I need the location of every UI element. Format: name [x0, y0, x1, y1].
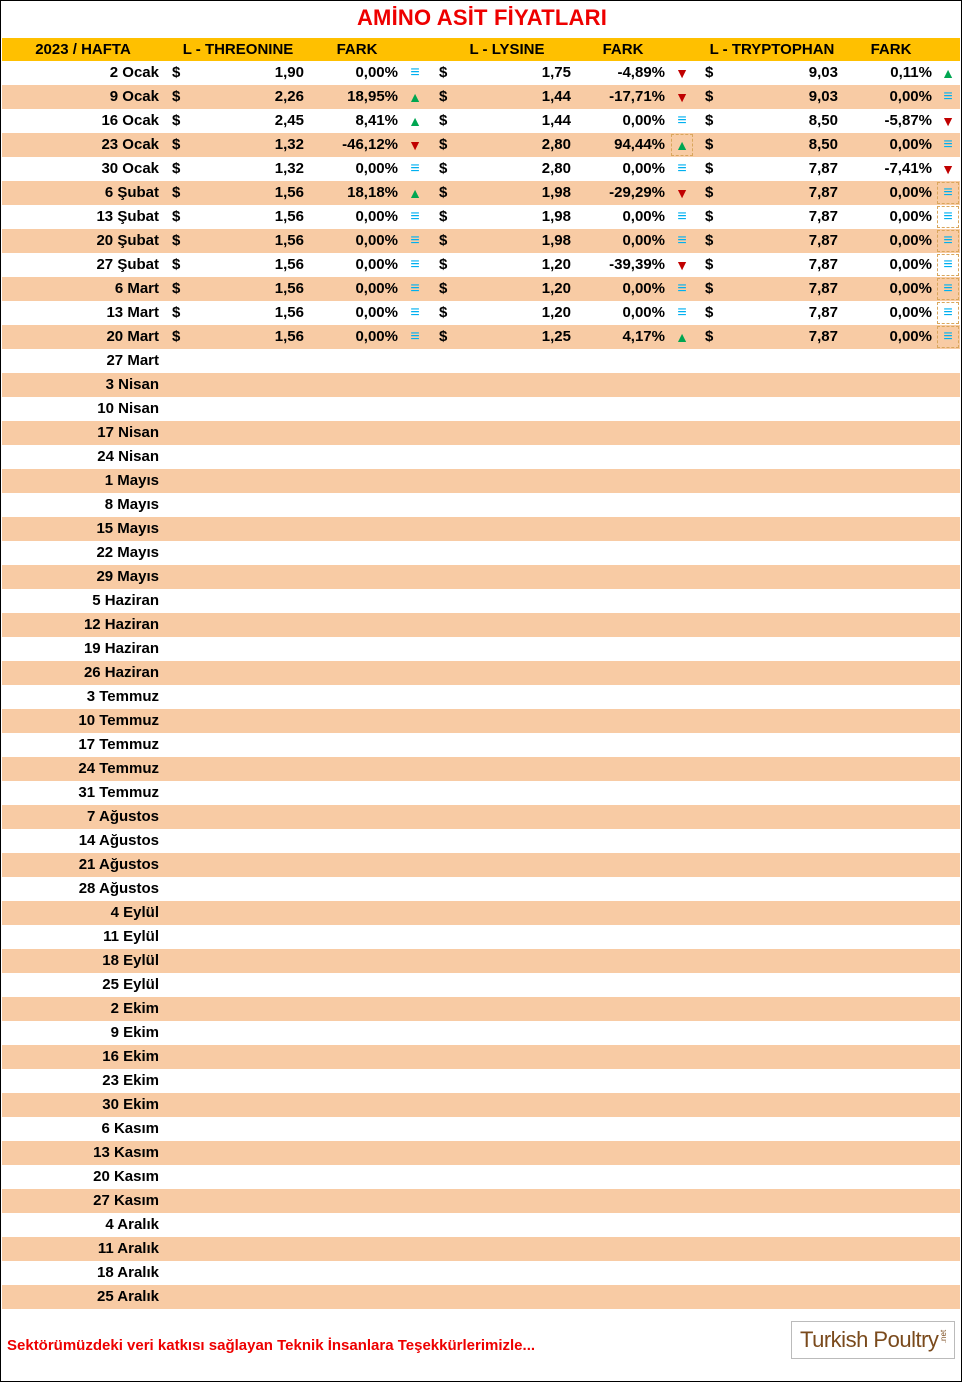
week-label: 29 Mayıs [96, 568, 159, 585]
table-row [2, 421, 960, 445]
eq-icon: ≡ [677, 160, 687, 177]
week-label: 20 Mart [106, 328, 159, 345]
table-row [2, 637, 960, 661]
eq-icon: ≡ [936, 205, 960, 229]
eq-icon: ≡ [410, 256, 420, 273]
eq-icon: ≡ [943, 136, 953, 153]
lysine-price: 1,20 [541, 256, 571, 273]
table-row [2, 925, 960, 949]
week-label: 20 Şubat [96, 232, 159, 249]
tryptophan-price: 9,03 [808, 88, 838, 105]
table-row [2, 1285, 960, 1309]
week-label: 16 Ekim [102, 1048, 159, 1065]
eq-icon: ≡ [943, 88, 953, 105]
week-label: 13 Mart [106, 304, 159, 321]
table-header-row [2, 38, 960, 61]
table-row [2, 973, 960, 997]
week-label: 1 Mayıs [104, 472, 159, 489]
table-row [2, 901, 960, 925]
threonine-change: 0,00% [355, 232, 398, 249]
week-label: 23 Ekim [102, 1072, 159, 1089]
table-row [2, 493, 960, 517]
week-label: 11 Eylül [103, 928, 159, 945]
week-label: 30 Ekim [102, 1096, 159, 1113]
table-row [2, 469, 960, 493]
week-label: 18 Aralık [97, 1264, 159, 1281]
tryptophan-price: 7,87 [808, 184, 838, 201]
lysine-price: 1,25 [541, 328, 571, 345]
table-row [2, 517, 960, 541]
header-week: 2023 / HAFTA [35, 41, 131, 58]
up-icon: ▲ [675, 329, 689, 345]
table-row [2, 85, 960, 109]
down-icon: ▼ [675, 89, 689, 105]
down-icon: ▼ [941, 161, 955, 177]
eq-icon: ≡ [410, 208, 420, 225]
week-label: 6 Kasım [101, 1120, 159, 1137]
week-label: 9 Ekim [110, 1024, 159, 1041]
table-row [2, 685, 960, 709]
currency-symbol: $ [172, 232, 181, 249]
week-label: 19 Haziran [83, 640, 159, 657]
week-label: 2 Ekim [110, 1000, 159, 1017]
threonine-price: 1,56 [274, 304, 304, 321]
week-label: 8 Mayıs [104, 496, 159, 513]
currency-symbol: $ [172, 88, 181, 105]
lysine-price: 2,80 [541, 160, 571, 177]
week-label: 12 Haziran [83, 616, 159, 633]
table-row [2, 349, 960, 373]
currency-symbol: $ [705, 160, 714, 177]
tryptophan-change: 0,00% [889, 208, 932, 225]
lysine-change: -17,71% [609, 88, 665, 105]
footer-thanks: Sektörümüzdeki veri katkısı sağlayan Teknik İnsanlara Teşekkürlerimizle... [7, 1337, 536, 1354]
tryptophan-price: 7,87 [808, 328, 838, 345]
tryptophan-change: 0,00% [889, 136, 932, 153]
week-label: 11 Aralık [97, 1240, 159, 1257]
currency-symbol: $ [705, 88, 714, 105]
currency-symbol: $ [439, 256, 448, 273]
threonine-price: 1,56 [274, 256, 304, 273]
threonine-change: 18,95% [347, 88, 398, 105]
week-label: 26 Haziran [83, 664, 159, 681]
tryptophan-price: 8,50 [808, 112, 838, 129]
week-label: 17 Nisan [97, 424, 159, 441]
lysine-price: 1,98 [541, 232, 571, 249]
table-row [2, 1069, 960, 1093]
currency-symbol: $ [439, 88, 448, 105]
logo-text: Turkish Poultry [800, 1327, 939, 1352]
tryptophan-change: 0,00% [889, 328, 932, 345]
lysine-change: 94,44% [614, 136, 665, 153]
currency-symbol: $ [439, 112, 448, 129]
currency-symbol: $ [439, 136, 448, 153]
week-label: 3 Nisan [105, 376, 159, 393]
header-fark-lysine: FARK [602, 41, 644, 58]
header-fark-threonine: FARK [336, 41, 378, 58]
threonine-change: -46,12% [342, 136, 398, 153]
lysine-change: -39,39% [609, 256, 665, 273]
week-label: 28 Ağustos [78, 880, 159, 897]
week-label: 13 Şubat [96, 208, 159, 225]
up-icon: ▲ [408, 185, 422, 201]
week-label: 10 Temmuz [78, 712, 159, 729]
tryptophan-change: 0,11% [890, 64, 932, 81]
table-row [2, 877, 960, 901]
currency-symbol: $ [705, 328, 714, 345]
down-icon: ▼ [941, 113, 955, 129]
tryptophan-price: 7,87 [808, 160, 838, 177]
tryptophan-price: 7,87 [808, 304, 838, 321]
week-label: 6 Mart [114, 280, 159, 297]
week-label: 6 Şubat [104, 184, 159, 201]
lysine-change: -4,89% [617, 64, 665, 81]
tryptophan-change: 0,00% [889, 280, 932, 297]
eq-icon: ≡ [677, 112, 687, 129]
currency-symbol: $ [172, 304, 181, 321]
threonine-price: 1,56 [274, 280, 304, 297]
lysine-price: 1,75 [541, 64, 571, 81]
header-lysine: L - LYSINE [469, 41, 545, 58]
eq-icon: ≡ [936, 277, 960, 301]
currency-symbol: $ [172, 112, 181, 129]
week-label: 16 Ocak [101, 112, 159, 129]
eq-icon: ≡ [410, 328, 420, 345]
week-label: 31 Temmuz [78, 784, 159, 801]
currency-symbol: $ [172, 256, 181, 273]
tryptophan-change: -7,41% [884, 160, 932, 177]
table-row [2, 301, 960, 325]
table-row [2, 829, 960, 853]
tryptophan-change: 0,00% [889, 232, 932, 249]
eq-icon: ≡ [677, 232, 687, 249]
currency-symbol: $ [705, 208, 714, 225]
currency-symbol: $ [439, 184, 448, 201]
table-row [2, 109, 960, 133]
tryptophan-price: 7,87 [808, 208, 838, 225]
table-row [2, 709, 960, 733]
week-label: 24 Nisan [97, 448, 159, 465]
tryptophan-change: 0,00% [889, 256, 932, 273]
currency-symbol: $ [705, 136, 714, 153]
table-row [2, 853, 960, 877]
threonine-change: 0,00% [355, 256, 398, 273]
table-row [2, 565, 960, 589]
tryptophan-price: 7,87 [808, 232, 838, 249]
eq-icon: ≡ [936, 181, 960, 205]
lysine-change: 4,17% [622, 328, 665, 345]
threonine-change: 0,00% [355, 304, 398, 321]
table-row [2, 541, 960, 565]
table-row [2, 1141, 960, 1165]
down-icon: ▼ [408, 137, 422, 153]
table-row [2, 661, 960, 685]
week-label: 25 Aralık [97, 1288, 159, 1305]
eq-icon: ≡ [410, 160, 420, 177]
threonine-price: 1,56 [274, 232, 304, 249]
eq-icon: ≡ [677, 280, 687, 297]
header-threonine: L - THREONINE [182, 41, 294, 58]
eq-icon: ≡ [677, 304, 687, 321]
tryptophan-change: 0,00% [889, 88, 932, 105]
table-row [2, 181, 960, 205]
table-row [2, 1093, 960, 1117]
currency-symbol: $ [172, 184, 181, 201]
table-row [2, 277, 960, 301]
currency-symbol: $ [172, 208, 181, 225]
eq-icon: ≡ [936, 301, 960, 325]
table-row [2, 589, 960, 613]
week-label: 23 Ocak [101, 136, 159, 153]
table-row [2, 949, 960, 973]
up-icon: ▲ [941, 65, 955, 81]
eq-icon: ≡ [410, 64, 420, 81]
table-row [2, 1117, 960, 1141]
table-row [2, 133, 960, 157]
week-label: 2 Ocak [109, 64, 159, 81]
lysine-change: 0,00% [622, 304, 665, 321]
table-row [2, 781, 960, 805]
threonine-price: 1,32 [274, 160, 304, 177]
eq-icon: ≡ [677, 208, 687, 225]
eq-icon: ≡ [936, 253, 960, 277]
eq-icon: ≡ [936, 325, 960, 349]
currency-symbol: $ [172, 64, 181, 81]
table-row [2, 1189, 960, 1213]
threonine-change: 0,00% [355, 160, 398, 177]
threonine-price: 1,90 [274, 64, 304, 81]
threonine-price: 1,56 [274, 328, 304, 345]
week-label: 21 Ağustos [78, 856, 159, 873]
eq-icon: ≡ [410, 304, 420, 321]
week-label: 9 Ocak [109, 88, 159, 105]
tryptophan-price: 8,50 [808, 136, 838, 153]
table-row [2, 1021, 960, 1045]
currency-symbol: $ [705, 64, 714, 81]
tryptophan-change: -5,87% [884, 112, 932, 129]
table-row [2, 1165, 960, 1189]
currency-symbol: $ [172, 160, 181, 177]
tryptophan-change: 0,00% [889, 304, 932, 321]
table-row [2, 229, 960, 253]
up-icon: ▲ [408, 89, 422, 105]
tryptophan-price: 7,87 [808, 280, 838, 297]
lysine-change: 0,00% [622, 208, 665, 225]
lysine-change: 0,00% [622, 160, 665, 177]
currency-symbol: $ [705, 304, 714, 321]
logo-suffix: .net [938, 1329, 948, 1344]
down-icon: ▼ [675, 65, 689, 81]
week-label: 20 Kasım [93, 1168, 159, 1185]
threonine-change: 0,00% [355, 208, 398, 225]
page-title: AMİNO ASİT FİYATLARI [356, 5, 608, 30]
table-row [2, 733, 960, 757]
lysine-price: 1,98 [541, 184, 571, 201]
table-row [2, 253, 960, 277]
header-tryptophan: L - TRYPTOPHAN [709, 41, 835, 58]
lysine-change: 0,00% [622, 112, 665, 129]
lysine-price: 1,20 [541, 280, 571, 297]
up-icon: ▲ [408, 113, 422, 129]
table-row [2, 613, 960, 637]
currency-symbol: $ [705, 112, 714, 129]
table-row [2, 445, 960, 469]
week-label: 4 Aralık [105, 1216, 159, 1233]
currency-symbol: $ [439, 232, 448, 249]
week-label: 24 Temmuz [78, 760, 159, 777]
threonine-price: 1,32 [274, 136, 304, 153]
table-row [2, 157, 960, 181]
threonine-price: 1,56 [274, 184, 304, 201]
price-table [2, 38, 960, 1309]
eq-icon: ≡ [410, 280, 420, 297]
table-row [2, 1237, 960, 1261]
currency-symbol: $ [172, 136, 181, 153]
week-label: 25 Eylül [102, 976, 159, 993]
week-label: 27 Şubat [96, 256, 159, 273]
lysine-price: 1,44 [541, 88, 571, 105]
week-label: 10 Nisan [97, 400, 159, 417]
week-label: 15 Mayıs [96, 520, 159, 537]
table-row [2, 757, 960, 781]
week-label: 13 Kasım [93, 1144, 159, 1161]
currency-symbol: $ [705, 280, 714, 297]
week-label: 22 Mayıs [96, 544, 159, 561]
threonine-change: 0,00% [355, 280, 398, 297]
down-icon: ▼ [675, 185, 689, 201]
week-label: 18 Eylül [102, 952, 159, 969]
week-label: 30 Ocak [101, 160, 159, 177]
tryptophan-price: 9,03 [808, 64, 838, 81]
lysine-change: -29,29% [609, 184, 665, 201]
turkish-poultry-logo [791, 1321, 955, 1359]
lysine-price: 1,20 [541, 304, 571, 321]
lysine-price: 2,80 [541, 136, 571, 153]
table-body [2, 61, 960, 1309]
threonine-price: 2,45 [274, 112, 304, 129]
currency-symbol: $ [172, 280, 181, 297]
table-row [2, 325, 960, 349]
tryptophan-price: 7,87 [808, 256, 838, 273]
currency-symbol: $ [439, 328, 448, 345]
currency-symbol: $ [439, 208, 448, 225]
up-icon: ▲ [670, 133, 694, 157]
week-label: 27 Mart [106, 352, 159, 369]
currency-symbol: $ [705, 256, 714, 273]
currency-symbol: $ [439, 304, 448, 321]
tryptophan-change: 0,00% [889, 184, 932, 201]
table-row [2, 997, 960, 1021]
lysine-change: 0,00% [622, 232, 665, 249]
eq-icon: ≡ [410, 232, 420, 249]
week-label: 7 Ağustos [87, 808, 159, 825]
lysine-price: 1,98 [541, 208, 571, 225]
week-label: 5 Haziran [92, 592, 159, 609]
currency-symbol: $ [439, 280, 448, 297]
threonine-change: 8,41% [355, 112, 398, 129]
threonine-change: 18,18% [347, 184, 398, 201]
threonine-price: 2,26 [274, 88, 304, 105]
threonine-change: 0,00% [355, 64, 398, 81]
threonine-change: 0,00% [355, 328, 398, 345]
table-row [2, 373, 960, 397]
lysine-change: 0,00% [622, 280, 665, 297]
eq-icon: ≡ [936, 229, 960, 253]
threonine-price: 1,56 [274, 208, 304, 225]
table-row [2, 205, 960, 229]
table-row [2, 1261, 960, 1285]
table-row [2, 1213, 960, 1237]
currency-symbol: $ [439, 160, 448, 177]
table-row [2, 61, 960, 85]
table-row [2, 1045, 960, 1069]
currency-symbol: $ [705, 184, 714, 201]
week-label: 14 Ağustos [78, 832, 159, 849]
week-label: 27 Kasım [93, 1192, 159, 1209]
down-icon: ▼ [675, 257, 689, 273]
week-label: 17 Temmuz [78, 736, 159, 753]
table-row [2, 805, 960, 829]
header-fark-tryptophan: FARK [870, 41, 912, 58]
currency-symbol: $ [705, 232, 714, 249]
week-label: 3 Temmuz [86, 688, 159, 705]
table-row [2, 397, 960, 421]
week-label: 4 Eylül [110, 904, 159, 921]
currency-symbol: $ [439, 64, 448, 81]
lysine-price: 1,44 [541, 112, 571, 129]
currency-symbol: $ [172, 328, 181, 345]
